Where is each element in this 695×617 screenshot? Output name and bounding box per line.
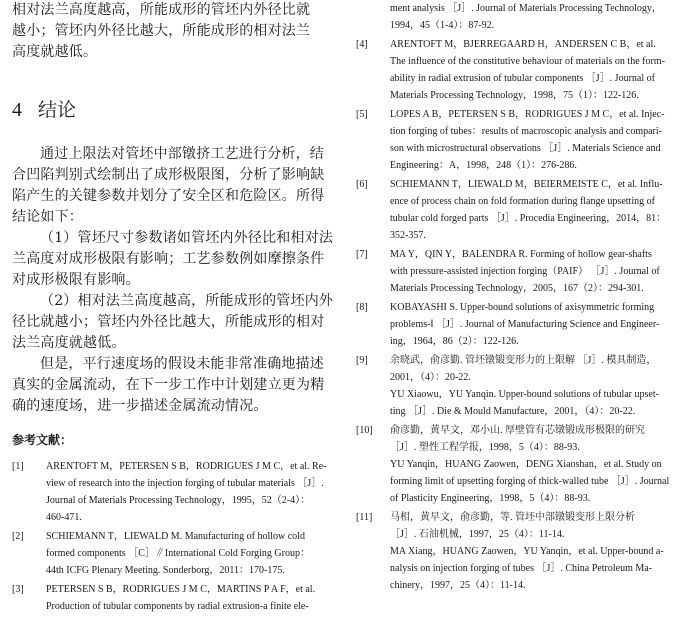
text-line: 余晓武，俞彦勤. 管坯镦锻变形力的上限解 ［J］. 模具制造， <box>390 355 657 366</box>
text-line: ARENTOFT M，BJERREGAARD H，ANDERSEN C B，et al. <box>390 39 656 50</box>
text-line: ［J］. 石油机械，1997，25（4）：11-14. <box>390 529 565 540</box>
top-paragraph <box>12 0 336 63</box>
text-line: 俞彦勤，黄早文，邓小山. 厚壁管有芯镦锻成形极限的研究 <box>390 425 645 436</box>
text-line: 相对法兰高度越高，所能成形的管坯内外径比就 <box>12 2 311 18</box>
text-line: 但是，平行速度场的假设未能非常准确地描述 <box>40 356 324 372</box>
reference-number: [6] <box>356 179 368 190</box>
conclusion-body <box>12 144 336 417</box>
text-line: ence of process chain on fold formation during flange upsetting of <box>390 196 655 207</box>
reference-number: [8] <box>356 302 368 313</box>
reference-item <box>356 36 676 104</box>
reference-text <box>46 458 336 526</box>
text-line: MA Y，QIN Y，BALENDRA R. Forming of hollow gear-shafts <box>390 249 652 260</box>
reference-item <box>356 106 676 174</box>
reference-item <box>356 176 676 244</box>
text-line: SCHIEMANN T，LIEWALD M. Manufacturing of hollow cold <box>46 531 305 542</box>
reference-text <box>390 246 676 297</box>
text-line: 法兰高度就越低。 <box>12 335 126 351</box>
text-line: 1994，45（1-4）：87-92. <box>390 20 495 31</box>
text-line: ment analysis ［J］. Journal of Materials Processing Technology， <box>390 3 662 14</box>
text-line: 越小；管坯内外径比越大，所能成形的相对法兰 <box>12 23 311 39</box>
text-line: view of research into the injection forging of tubular materials ［J］. <box>46 478 324 489</box>
text-line: YU Xiaowu，YU Yanqin. Upper-bound solutions of tubular upset- <box>390 389 659 400</box>
reference-text <box>46 528 336 579</box>
text-line: LOPES A B，PETERSEN S B，RODRIGUES J M C，et al. Injec- <box>390 109 665 120</box>
reference-number: [2] <box>12 531 24 542</box>
references-title: 参考文献： <box>12 433 73 447</box>
text-line: ing，1964，86（2）：122-126. <box>390 336 519 347</box>
text-line: tion forging of tubes：results of macroscopic analysis and compari- <box>390 126 662 137</box>
reference-number: [9] <box>356 355 368 366</box>
reference-number: [4] <box>356 39 368 50</box>
reference-text <box>390 299 676 350</box>
text-line: 确的速度场，进一步描述金属流动情况。 <box>12 398 268 414</box>
text-line: son with microstructural observations ［J］. Materials Science and <box>390 143 661 154</box>
text-line: Materials Processing Technology，1998，75（1）：122-126. <box>390 90 639 101</box>
right-column <box>356 0 676 596</box>
reference-text <box>390 509 676 594</box>
text-line: （2）相对法兰高度越高，所能成形的管坯内外 <box>40 293 334 309</box>
reference-item <box>356 0 676 34</box>
text-line: 44th ICFG Plenary Meeting. Sonderborg，2011：170-175. <box>46 565 285 576</box>
text-line: Materials Processing Technology，2005，167（2）：294-301. <box>390 283 644 294</box>
reference-text <box>46 581 336 615</box>
text-line: 兰高度对成形极限有影响；工艺参数例如摩擦条件 <box>12 251 325 267</box>
text-line: 真实的金属流动，在下一步工作中计划建立更为精 <box>12 377 325 393</box>
reference-item <box>12 458 336 526</box>
reference-text <box>390 0 676 34</box>
reference-number: [10] <box>356 425 373 436</box>
left-column <box>12 0 336 617</box>
reference-item <box>356 299 676 350</box>
text-line: Journal of Materials Processing Technology，1995，52（2-4）： <box>46 495 311 506</box>
text-line: tubular cold forged parts ［J］. Procedia Engineering，2014，81： <box>390 213 667 224</box>
section-number: 4 <box>12 99 22 121</box>
text-line: 对成形极限有影响。 <box>12 272 140 288</box>
text-line: formed components ［C］∥International Cold Forging Group： <box>46 548 310 559</box>
reference-item <box>356 509 676 594</box>
text-line: The influence of the constitutive behaviour of materials on the form- <box>390 56 665 67</box>
reference-item <box>356 422 676 507</box>
text-line: ting ［J］. Die & Mould Manufacture，2001，（4）：20-22. <box>390 406 636 417</box>
reference-text <box>390 106 676 174</box>
reference-number: [7] <box>356 249 368 260</box>
text-line: 高度就越低。 <box>12 44 98 60</box>
text-line: PETERSEN S B，RODRIGUES J M C，MARTINS P A F，et al. <box>46 584 316 595</box>
text-line: 460-471. <box>46 512 82 523</box>
reference-item <box>356 352 676 420</box>
text-line: 352-357. <box>390 230 426 241</box>
text-line: （1）管坯尺寸参数诸如管坯内外径比和相对法 <box>40 230 334 246</box>
reference-number: [11] <box>356 512 373 523</box>
reference-list-left <box>12 458 336 615</box>
reference-number: [3] <box>12 584 24 595</box>
text-line: SCHIEMANN T，LIEWALD M，BEIERMEISTE C，et al. Influ- <box>390 179 663 190</box>
reference-number <box>356 0 390 34</box>
text-line: YU Yanqin，HUANG Zaowen，DENG Xiaoshan，et al. Study on <box>390 459 662 470</box>
text-line: forming limit of upsetting forging of thick-walled tube ［J］. Journal <box>390 476 670 487</box>
section-title: 结论 <box>38 99 77 121</box>
text-line: 陷产生的关键参数并划分了安全区和危险区。所得 <box>12 188 325 204</box>
text-line: with pressure-assisted injection forging（PAIF） ［J］. Journal of <box>390 266 660 277</box>
text-line: Production of tubular components by radial extrusion-a finite ele- <box>46 601 309 612</box>
text-line: Engineering：A，1998，248（1）：276-286. <box>390 160 577 171</box>
text-line: KOBAYASHI S. Upper-bound solutions of axisymmetric forming <box>390 302 655 313</box>
reference-number: [5] <box>356 109 368 120</box>
text-line: chinery，1997，25（4）：11-14. <box>390 580 526 591</box>
reference-number: [1] <box>12 461 24 472</box>
reference-text <box>390 422 676 507</box>
text-line: 径比就越小；管坯内外径比越大，所能成形的相对 <box>12 314 325 330</box>
text-line: nalysis on injection forging of tubes ［J］. China Petroleum Ma- <box>390 563 653 574</box>
text-line: ARENTOFT M，PETERSEN S B，RODRIGUES J M C，et al. Re- <box>46 461 327 472</box>
reference-text <box>390 352 676 420</box>
text-line: 通过上限法对管坯中部镦挤工艺进行分析，结 <box>40 146 324 162</box>
text-line: problems-Ⅰ ［J］. Journal of Manufacturing Science and Engineer- <box>390 319 660 330</box>
text-line: 马相，黄早文，俞彦勤，等. 管坯中部镦锻变形上限分析 <box>390 512 635 523</box>
text-line: ［J］. 塑性工程学报，1998，5（4）：88-93. <box>390 442 580 453</box>
section-heading <box>12 95 336 122</box>
reference-item <box>12 528 336 579</box>
reference-text <box>390 176 676 244</box>
reference-item <box>12 581 336 615</box>
text-line: of Plasticity Engineering，1998，5（4）：88-93. <box>390 493 591 504</box>
text-line: MA Xiang，HUANG Zaowen，YU Yanqin，et al. Upper-bound a- <box>390 546 664 557</box>
text-line: 合凹陷判别式绘制出了成形极限图，分析了影响缺 <box>12 167 325 183</box>
reference-list-right <box>356 0 676 594</box>
text-line: 结论如下： <box>12 209 83 225</box>
text-line: 2001，（4）：20-22. <box>390 372 471 383</box>
reference-item <box>356 246 676 297</box>
reference-text <box>390 36 676 104</box>
text-line: ability in radial extrusion of tubular components ［J］. Journal of <box>390 73 655 84</box>
